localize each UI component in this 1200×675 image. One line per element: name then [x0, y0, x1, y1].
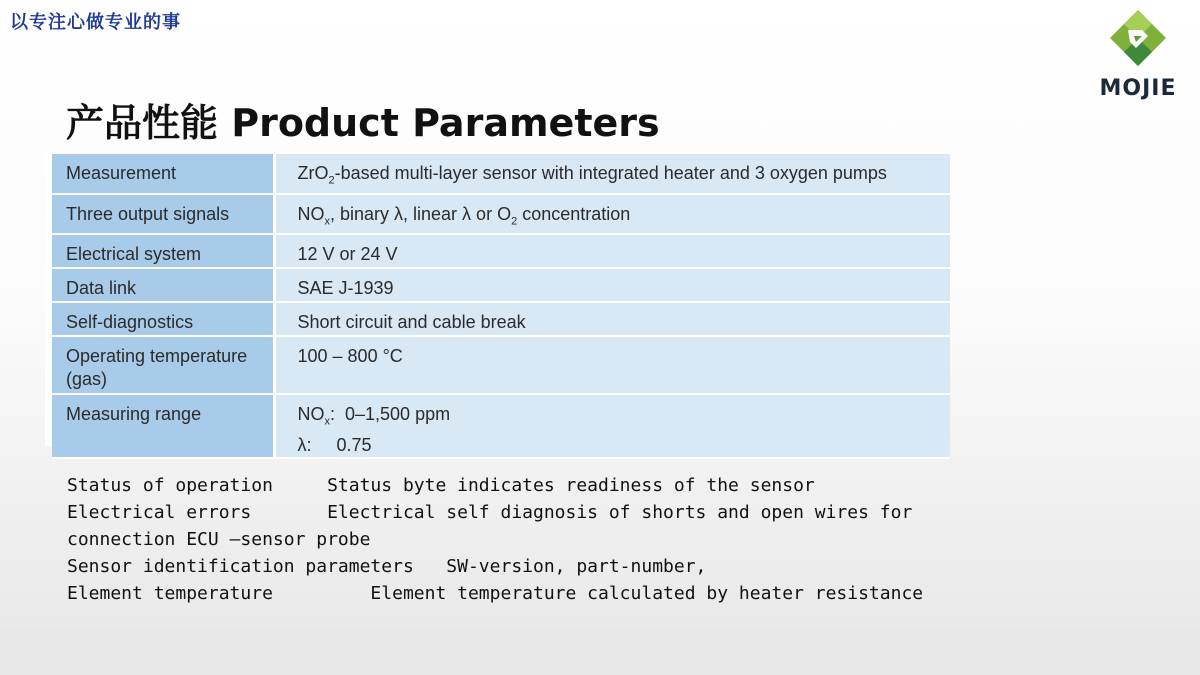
page-title: 产品性能 Product Parameters	[66, 101, 660, 145]
parameters-table	[45, 152, 950, 455]
param-label: Self-diagnostics	[52, 302, 274, 336]
table-row	[52, 194, 950, 235]
table-row	[52, 234, 950, 268]
param-value: 12 V or 24 V	[274, 234, 950, 268]
param-label: Electrical system	[52, 234, 274, 268]
subscript: 2	[511, 215, 518, 228]
subscript: x	[324, 415, 330, 428]
table-row	[52, 154, 950, 194]
subscript: x	[324, 215, 330, 228]
param-label: Three output signals	[52, 194, 274, 235]
param-label: Operating temperature (gas)	[52, 336, 274, 394]
param-value	[274, 394, 950, 458]
notes-block	[67, 472, 923, 607]
note-line: Status of operation Status byte indicates readiness of the sensor	[67, 475, 815, 496]
note-line: Electrical errors Electrical self diagnosis of shorts and open wires for	[67, 502, 913, 523]
param-value: Short circuit and cable break	[274, 302, 950, 336]
param-value-line: $NO_x$: 0–1,500 ppm	[297, 404, 451, 428]
table-row	[52, 336, 950, 394]
param-value: 100 – 800 °C	[274, 336, 950, 394]
param-value: SAE J-1939	[274, 268, 950, 302]
logo-text: MOJIE	[1099, 76, 1177, 101]
param-label: Measuring range	[52, 394, 274, 458]
param-value: ZrO$_2$-based multi-layer sensor with integrated heater and 3 oxygen pumps	[274, 154, 950, 194]
table-row	[52, 394, 950, 458]
table-row	[52, 268, 950, 302]
mojie-logo	[1093, 8, 1183, 100]
logo-mark-icon	[1108, 8, 1168, 68]
note-line: connection ECU –sensor probe	[67, 529, 371, 550]
subscript: 2	[328, 174, 335, 187]
note-line: Sensor identification parameters SW-version, part-number,	[67, 556, 707, 577]
slogan: 以专注心做专业的事	[10, 12, 181, 33]
param-value: $NO_x$, binary λ, linear λ or $O_2$ concentration	[274, 194, 950, 235]
param-value-line: λ: 0.75	[297, 434, 372, 455]
note-line: Element temperature Element temperature calculated by heater resistance	[67, 583, 924, 604]
param-label: Measurement	[52, 154, 274, 194]
table-row	[52, 302, 950, 336]
param-label: Data link	[52, 268, 274, 302]
